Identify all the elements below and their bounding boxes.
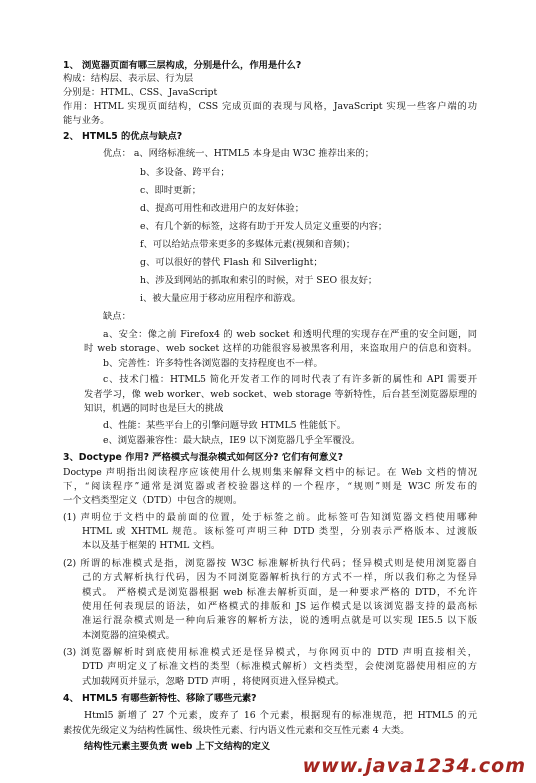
text-line: 模式。 严格模式是浏览器根据 web 标准去解析页面，是一种要求严格的 DTD，不允许 <box>82 587 477 598</box>
text-line: 本浏览器的渲染模式。 <box>82 630 175 641</box>
text-line: b、多设备、跨平台； <box>140 167 230 178</box>
text-line: (1) 声明位于文档中的最前面的位置，处于标签之前。此标签可告知浏览器文档使用哪种 <box>63 512 477 523</box>
text-line: f、可以给站点带来更多的多媒体元素(视频和音频)； <box>140 239 356 250</box>
text-line: 下，“阅读程序”通常是浏览器或者校验器这样的一个程序，“规则”则是 W3C 所发布的 <box>63 481 477 492</box>
text-line: 分别是：HTML、CSS、JavaScript <box>63 87 218 98</box>
text-line: b、完善性：许多特性各浏览器的支持程度也不一样。 <box>103 358 323 369</box>
section-heading: 结构性元素主要负责 web 上下文结构的定义 <box>84 741 271 752</box>
text-line: 发者学习，像 web worker、web socket、web storage 等新特性，后台甚至浏览器原理的 <box>84 389 477 400</box>
text-line: Html5 新增了 27 个元素，废弃了 16 个元素，根据现有的标准规范，把 HTML5 的元 <box>84 710 477 721</box>
text-line: (2) 所谓的标准模式是指，浏览器按 W3C 标准解析执行代码；怪异模式则是使用浏览器自 <box>63 558 477 569</box>
text-line: d、性能：某些平台上的引擎问题导致 HTML5 性能低下。 <box>103 420 347 431</box>
text-line: c、技术门槛：HTML5 简化开发者工作的同时代表了有许多新的属性和 API 需要开 <box>103 374 477 385</box>
watermark: www.java1234.com <box>302 755 526 777</box>
text-line: i、被大量应用于移动应用程序和游戏。 <box>140 293 302 304</box>
text-line: 己的方式解析执行代码，因为不同浏览器解析执行的方式不一样，所以我们称之为怪异 <box>82 572 477 583</box>
text-line: g、可以很好的替代 Flash 和 Silverlight； <box>140 257 323 268</box>
section-heading: 3、Doctype 作用? 严格模式与混杂模式如何区分? 它们有何意义? <box>63 452 343 463</box>
text-line: 使用任何表现层的语法，如严格模式的排版和 JS 运作模式是以该浏览器支持的最高标 <box>82 601 477 612</box>
text-line: (3) 浏览器解析时到底使用标准模式还是怪异模式，与你网页中的 DTD 声明直接相关， <box>63 647 477 658</box>
text-line: Doctype 声明指出阅读程序应该使用什么规则集来解释文档中的标记。在 Web 文档的情况 <box>63 467 477 478</box>
text-line: 知识，机遇的同时也是巨大的挑战 <box>84 403 224 414</box>
text-line: e、有几个新的标签，这将有助于开发人员定义重要的内容； <box>140 221 388 232</box>
text-line: 能与业务。 <box>63 115 110 126</box>
text-line: 本以及基于框架的 HTML 文档。 <box>82 540 221 551</box>
text-line: 构成：结构层、表示层、行为层 <box>63 73 194 84</box>
text-line: 缺点： <box>103 311 131 322</box>
text-line: HTML 或 XHTML 规范。该标签可声明三种 DTD 类型，分别表示严格版本、过渡版 <box>82 526 477 537</box>
text-line: d、提高可用性和改进用户的友好体验； <box>140 203 304 214</box>
text-line: a、安全：像之前 Firefox4 的 web socket 和透明代理的实现存在严重的安全问题，同 <box>103 329 477 340</box>
text-line: 时 web storage、web socket 这样的功能很容易被黑客利用，来盗取用户的信息和资料。 <box>84 343 477 354</box>
text-line: DTD 声明定义了标准文档的类型（标准模式解析）文档类型，会使浏览器使用相应的方 <box>82 661 477 672</box>
section-heading: 2、 HTML5 的优点与缺点? <box>63 131 183 142</box>
section-heading: 1、 浏览器页面有哪三层构成，分别是什么，作用是什么? <box>63 60 302 71</box>
text-line: 作用：HTML 实现页面结构，CSS 完成页面的表现与风格，JavaScript 实现一些客户端的功 <box>63 101 477 112</box>
text-line: 式加载网页并显示，忽略 DTD 声明 ，将使网页进入怪异模式。 <box>82 676 345 687</box>
text-line: e、浏览器兼容性：最大缺点，IE9 以下浏览器几乎全军覆没。 <box>103 435 361 446</box>
text-line: 准运行混杂模式则是一种向后兼容的解析方法，说的透明点就是可以实现 IE5.5 以下版 <box>82 615 477 626</box>
text-line: 一个文档类型定义（DTD）中包含的规则。 <box>63 495 243 506</box>
text-line: 优点： a、网络标准统一、HTML5 本身是由 W3C 推荐出来的； <box>103 148 375 159</box>
section-heading: 4、 HTML5 有哪些新特性、移除了哪些元素? <box>63 693 257 704</box>
text-line: h、涉及到网站的抓取和索引的时候，对于 SEO 很友好； <box>140 275 378 286</box>
text-line: 素按优先级定义为结构性属性、级块性元素、行内语义性元素和交互性元素 4 大类。 <box>63 725 410 736</box>
text-line: c、即时更新； <box>140 185 201 196</box>
